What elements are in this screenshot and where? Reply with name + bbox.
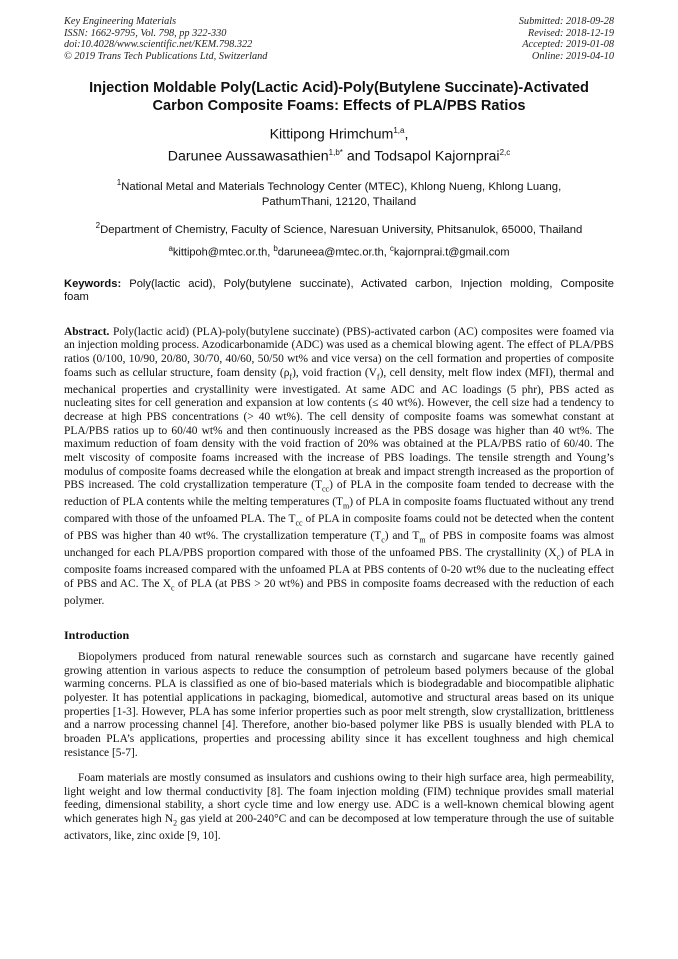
- abstract-sub: cc: [321, 484, 330, 494]
- abstract-sub: f: [376, 371, 380, 381]
- keywords-text: Poly(lactic acid), Poly(butylene succinate), Activated carbon, Injection molding, Composite foam: [64, 277, 614, 304]
- date-online: Online: 2019-04-10: [531, 50, 614, 62]
- submission-dates: [519, 16, 614, 62]
- date-submitted: Submitted: 2018-09-28: [518, 16, 614, 27]
- abstract-text-7: ) and T: [384, 530, 420, 543]
- abstract-text-9: ) of PLA in composite foams increased compared with the unfoamed PLA at PBS contents of 0-20 wt% due to the nucleating effect of PBS and AC. The X: [64, 546, 614, 590]
- abstract-sub: m: [343, 501, 350, 511]
- affiliation-1-marker: 1: [116, 177, 122, 187]
- author-2-name: Darunee Aussawasathien: [167, 148, 329, 165]
- intro-paragraph-2: [64, 772, 614, 844]
- journal-issn: ISSN: 1662-9795, Vol. 798, pp 322-330: [64, 27, 227, 39]
- abstract-label: Abstract.: [64, 325, 110, 338]
- affiliation-1: [64, 175, 614, 211]
- author-line-2: [64, 144, 614, 166]
- email-c[interactable]: kajornprai.t@gmail.com: [393, 246, 510, 259]
- abstract-sub: f: [289, 371, 293, 381]
- author-separator: ,: [404, 127, 409, 144]
- intro-paragraph-2-text-b: gas yield at 200-240°C and can be decomposed at low temperature through the use of suitable activators, like, zinc oxide [9, 10].: [64, 812, 614, 842]
- abstract-sub: c: [381, 535, 385, 545]
- abstract-text-6: of PLA in composite foams could not be detected when the content of PBS was higher than 40 wt%. The crystallization temperature (T: [64, 513, 614, 543]
- abstract-text-1: Poly(lactic acid) (PLA)-poly(butylene succinate) (PBS)-activated carbon (AC) composites were foamed via an injection molding process. Azodicarbonamide (ADC) was used as a chemical blowing agent. The effect of PLA/PBS ratios (0/100, 10/90, 20/80, 30/70, 40/60, 50/50 wt% and vice versa) on the cell formation and properties of composite foams such as cellular structure, foam density (ρ: [64, 325, 614, 379]
- affiliation-2-marker: 2: [95, 220, 101, 230]
- abstract-text-3: ), cell density, melt flow index (MFI), thermal and mechanical properties and crystallinity were investigated. At same ADC and AC loadings (5 phr), PBS acted as nucleating sites for cell generation and expansion at low contents (≤ 40 wt%). However, the cell size had a tendency to decrease at high PBS concentrations (> 40 wt%). The cell density of composite foams was somewhat constant at PLA/PBS ratios up to 60/40 wt% and then continuously increased as the PBS dosage was higher than 40 wt%. The maximum reduction of foam density with the void fraction of 20% was obtained at the PLA/PBS ratio of 60/40. The melt viscosity of composite foams increased with the increase of PBS loadings. The tensile strength and Young’s modulus of composite foams decreased while the elongation at break and impact strength increased as the proportion of PBS increased. The cold crystallization temperature (T: [64, 366, 614, 492]
- author-1-affil: 1,a: [393, 126, 405, 136]
- date-accepted: Accepted: 2019-01-08: [522, 39, 614, 51]
- author-2-affil: 1,b*: [328, 148, 343, 158]
- email-b-marker: b: [273, 243, 278, 253]
- abstract-sub: m: [419, 535, 426, 545]
- email-a[interactable]: kittipoh@mtec.or.th,: [172, 246, 274, 259]
- journal-name: Key Engineering Materials: [64, 16, 177, 27]
- author-separator-and: and: [342, 148, 375, 165]
- section-heading-introduction: Introduction: [64, 628, 130, 643]
- intro-paragraph-1: Biopolymers produced from natural renewable sources such as cornstarch and sugarcane have recently gained growing attention in various aspects to reduce the consumption of petroleum based polymers because of the global warming concerns. PLA is classified as one of bio-based materials which is biodegradable and biocompatible aliphatic polyester. It has potential applications in packaging, biomedical, automotive and structural areas based on its unique properties [1-3]. However, PLA has some inferior properties such as poor melt strength, slow crystallization, brittleness and a narrow processing channel [4]. Therefore, another bio-based polymer like PBS is usually blended with PLA to broaden PLA’s applications, properties and processing ability since it has excellent toughness and high chemical resistance [5-7].: [64, 651, 614, 759]
- abstract-sub: cc: [295, 518, 303, 528]
- abstract-sub: c: [556, 552, 561, 562]
- author-1-name: Kittipong Hrimchum: [269, 127, 394, 144]
- email-a-marker: a: [168, 243, 173, 253]
- title-line-1: Injection Moldable Poly(Lactic Acid)-Poly(Butylene Succinate)-Activated: [89, 80, 589, 97]
- keywords: [64, 278, 614, 305]
- author-3-name: Todsapol Kajornprai: [374, 148, 500, 165]
- paper-title: [64, 80, 614, 115]
- author-list: [64, 122, 614, 165]
- date-revised: Revised: 2018-12-19: [527, 27, 614, 39]
- abstract-sub: c: [171, 582, 175, 592]
- affiliation-2: [64, 218, 614, 238]
- author-line-1: [64, 122, 614, 144]
- author-emails: [64, 242, 614, 260]
- title-line-2: Carbon Composite Foams: Effects of PLA/PBS Ratios: [152, 97, 526, 114]
- abstract-text-4: ) of PLA in the composite foam tended to decrease with the reduction of PLA contents while the melting temperatures (T: [64, 479, 615, 509]
- affiliation-1-line-2: PathumThani, 12120, Thailand: [261, 196, 417, 209]
- journal-header: [64, 16, 614, 62]
- author-3-affil: 2,c: [499, 148, 511, 158]
- keywords-label: Keywords:: [64, 277, 122, 290]
- abstract-text-10: of PLA (at PBS > 20 wt%) and PBS in composite foams decreased with the reduction of each polymer.: [64, 577, 615, 607]
- affiliation-2-text: Department of Chemistry, Faculty of Science, Naresuan University, Phitsanulok, 65000, Thailand: [100, 223, 583, 236]
- abstract-text-2: ), void fraction (V: [292, 366, 377, 379]
- abstract-text-8: of PBS in composite foams was almost unchanged for each PLA/PBS proportion compared with those of the unfoamed PBS. The crystallinity (X: [64, 530, 614, 559]
- abstract-text-5: ) of PLA in composite foams fluctuated without any trend compared with those of the unfoamed PLA. The T: [64, 496, 614, 526]
- abstract: [64, 326, 614, 608]
- intro-paragraph-2-text-a: Foam materials are mostly consumed as insulators and cushions owing to their high surface area, high permeability, light weight and low thermal conductivity [8]. The foam injection molding (FIM) technique provides small material feeding, dimensional stability, a short cycle time and low energy use. ADC is a well-known chemical blowing agent which generates high N: [64, 771, 614, 825]
- affiliation-1-line-1: National Metal and Materials Technology Center (MTEC), Khlong Nueng, Khlong Luang,: [121, 180, 562, 193]
- journal-copyright: © 2019 Trans Tech Publications Ltd, Switzerland: [64, 50, 268, 62]
- nitrogen-subscript: 2: [173, 818, 178, 828]
- email-b[interactable]: daruneea@mtec.or.th,: [277, 246, 390, 259]
- email-c-marker: c: [389, 243, 394, 253]
- journal-info: [64, 16, 267, 62]
- journal-doi: doi:10.4028/www.scientific.net/KEM.798.322: [64, 39, 253, 51]
